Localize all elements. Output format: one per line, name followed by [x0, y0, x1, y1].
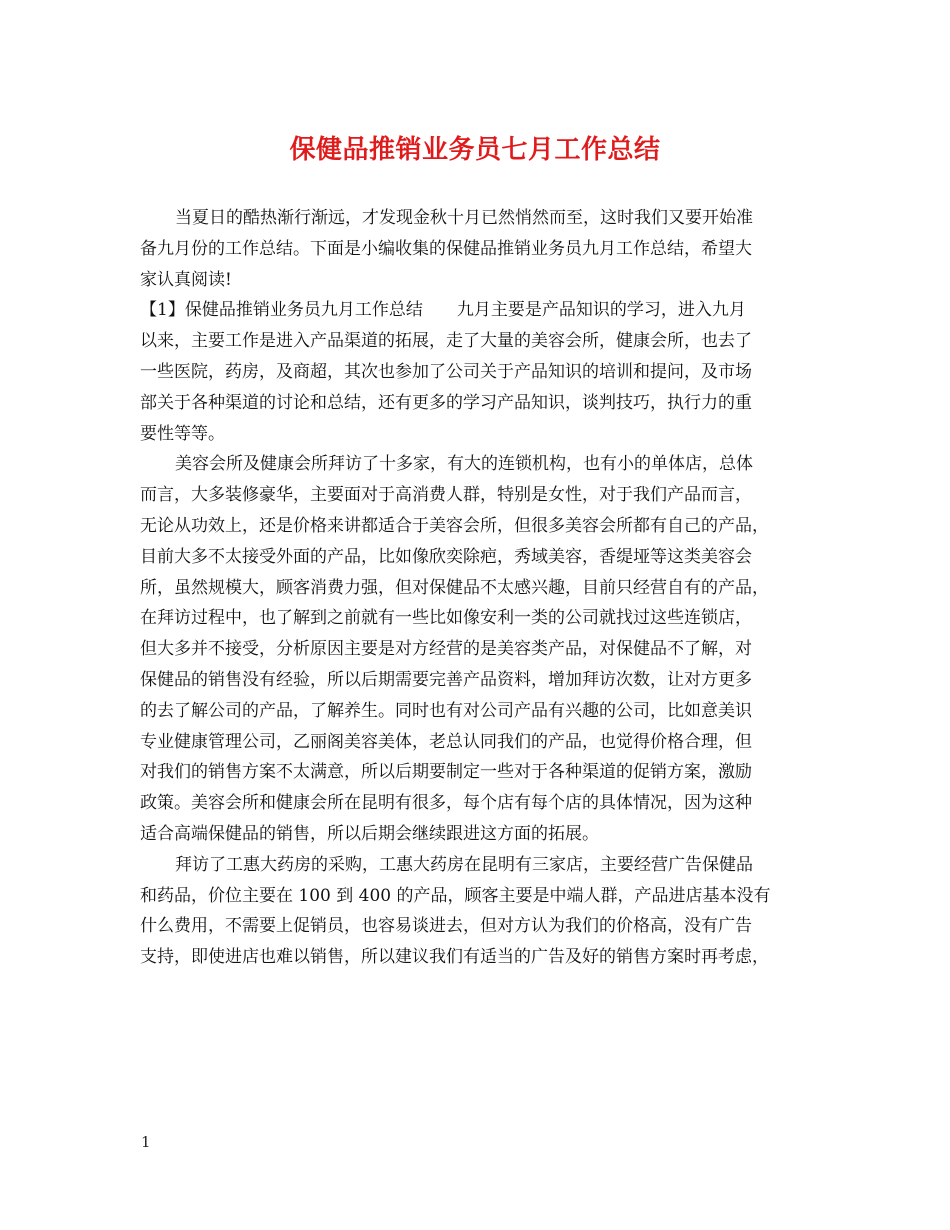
body-line: 的去了解公司的产品，了解养生。同时也有对公司产品有兴趣的公司，比如意美识	[140, 700, 752, 721]
body-line: 支持，即使进店也难以销售，所以建议我们有适当的广告及好的销售方案时再考虑，	[140, 947, 769, 968]
body-line: 家认真阅读!	[140, 269, 232, 290]
body-line: 目前大多不太接受外面的产品，比如像欣奕除疤，秀域美容，香缇垭等这类美容会	[140, 546, 752, 567]
document-body	[140, 203, 818, 973]
body-line: 备九月份的工作总结。下面是小编收集的保健品推销业务员九月工作总结，希望大	[140, 238, 752, 259]
document-title: 保健品推销业务员七月工作总结	[289, 135, 661, 165]
body-line: 适合高端保健品的销售，所以后期会继续跟进这方面的拓展。	[140, 823, 599, 844]
body-line: 美容会所及健康会所拜访了十多家，有大的连锁机构，也有小的单体店，总体	[175, 454, 753, 475]
body-line: 但大多并不接受，分析原因主要是对方经营的是美容类产品，对保健品不了解，对	[140, 639, 752, 660]
page-number: 1	[141, 1133, 151, 1151]
body-line: 政策。美容会所和健康会所在昆明有很多，每个店有每个店的具体情况，因为这种	[140, 793, 752, 814]
body-line: 所，虽然规模大，顾客消费力强，但对保健品不太感兴趣，目前只经营自有的产品，	[140, 577, 769, 598]
body-line: 和药品，价位主要在 100 到 400 的产品，顾客主要是中端人群，产品进店基本没有	[140, 885, 771, 906]
body-line: 拜访了工惠大药房的采购，工惠大药房在昆明有三家店，主要经营广告保健品	[175, 854, 753, 875]
body-line: 当夏日的酷热渐行渐远，才发现金秋十月已然悄然而至，这时我们又要开始准	[175, 208, 753, 228]
body-line: 什么费用，不需要上促销员，也容易谈进去，但对方认为我们的价格高，没有广告	[140, 916, 752, 937]
body-line: 在拜访过程中，也了解到之前就有一些比如像安利一类的公司就找过这些连锁店，	[140, 608, 752, 629]
body-line: 部关于各种渠道的讨论和总结，还有更多的学习产品知识，谈判技巧，执行力的重	[140, 392, 752, 413]
body-line: 无论从功效上，还是价格来讲都适合于美容会所，但很多美容会所都有自己的产品，	[140, 515, 769, 536]
body-line: 专业健康管理公司，乙丽阁美容美体，老总认同我们的产品，也觉得价格合理，但	[140, 731, 752, 752]
body-line: 以来，主要工作是进入产品渠道的拓展，走了大量的美容会所，健康会所，也去了	[140, 331, 752, 352]
body-line: 【1】保健品推销业务员九月工作总结 九月主要是产品知识的学习，进入九月	[140, 300, 746, 321]
body-line: 一些医院，药房，及商超，其次也参加了公司关于产品知识的培训和提问，及市场	[140, 361, 752, 382]
body-line: 而言，大多装修豪华，主要面对于高消费人群，特别是女性，对于我们产品而言，	[140, 485, 752, 506]
body-line: 保健品的销售没有经验，所以后期需要完善产品资料，增加拜访次数，让对方更多	[140, 669, 752, 690]
body-line: 对我们的销售方案不太满意，所以后期要制定一些对于各种渠道的促销方案，激励	[140, 762, 752, 783]
body-line: 要性等等。	[140, 423, 225, 444]
